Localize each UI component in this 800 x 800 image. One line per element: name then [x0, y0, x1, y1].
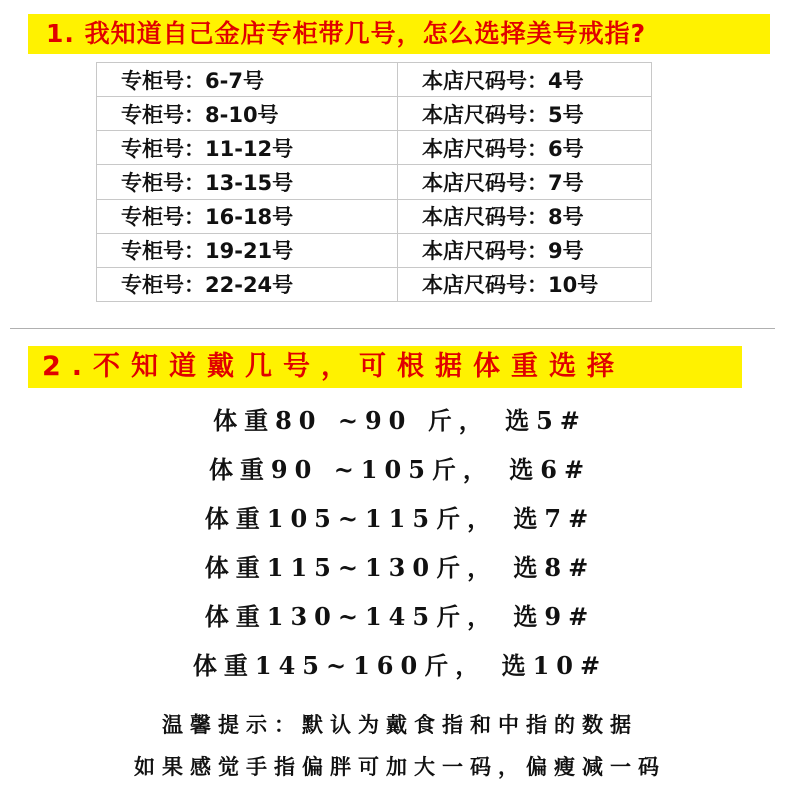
list-item: 体重115~130斤， 选8#: [204, 553, 596, 582]
store-size-cell: 本店尺码号：10号: [398, 267, 652, 301]
table-row: [97, 165, 652, 199]
store-size-cell: 本店尺码号：4号: [398, 63, 652, 97]
list-item: 体重130~145斤， 选9#: [204, 602, 596, 631]
store-size-cell: 本店尺码号：8号: [398, 199, 652, 233]
table-row: [97, 199, 652, 233]
counter-size-cell: 专柜号：13-15号: [97, 165, 398, 199]
store-size-cell: 本店尺码号：6号: [398, 131, 652, 165]
store-size-cell: 本店尺码号：5号: [398, 97, 652, 131]
counter-size-cell: 专柜号：19-21号: [97, 233, 398, 267]
size-conversion-table: [96, 62, 652, 302]
list-item: 体重80 ~90 斤， 选5#: [213, 406, 587, 435]
counter-size-cell: 专柜号：11-12号: [97, 131, 398, 165]
list-item: 体重105~115斤， 选7#: [204, 504, 596, 533]
tips-block: [0, 704, 800, 788]
counter-size-cell: 专柜号：6-7号: [97, 63, 398, 97]
store-size-cell: 本店尺码号：9号: [398, 233, 652, 267]
section1-heading: 1. 我知道自己金店专柜带几号，怎么选择美号戒指?: [28, 14, 770, 54]
section2-heading: 2.不知道戴几号，可根据体重选择: [28, 346, 742, 388]
weight-size-list: [0, 396, 800, 690]
tip-line-default-fingers: 温馨提示：默认为戴食指和中指的数据: [162, 712, 638, 737]
counter-size-cell: 专柜号：16-18号: [97, 199, 398, 233]
section-divider: [10, 328, 775, 329]
counter-size-cell: 专柜号：8-10号: [97, 97, 398, 131]
tip-line-size-adjust: 如果感觉手指偏胖可加大一码，偏瘦减一码: [134, 754, 666, 779]
list-item: 体重90 ~105斤， 选6#: [208, 455, 592, 484]
table-row: [97, 131, 652, 165]
table-row: [97, 97, 652, 131]
table-row: [97, 267, 652, 301]
table-row: [97, 63, 652, 97]
counter-size-cell: 专柜号：22-24号: [97, 267, 398, 301]
list-item: 体重145~160斤， 选10#: [192, 651, 608, 680]
table-row: [97, 233, 652, 267]
store-size-cell: 本店尺码号：7号: [398, 165, 652, 199]
